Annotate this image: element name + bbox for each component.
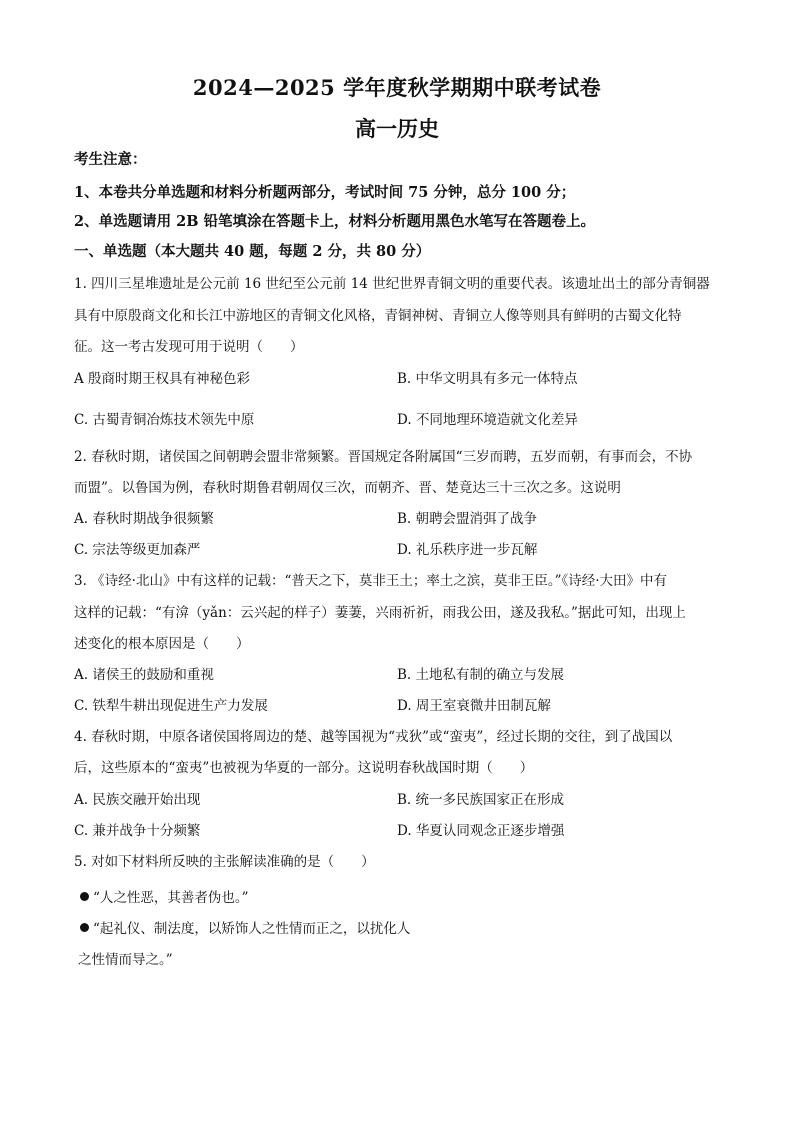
q5-line-1: 5. 对如下材料所反映的主张解读准确的是（ ） xyxy=(74,854,375,870)
q4-option-b: B. 统一多民族国家正在形成 xyxy=(397,792,565,808)
section-heading: 一、单选题（本大题共 40 题，每题 2 分，共 80 分） xyxy=(74,243,431,260)
q5-quote-1 xyxy=(80,888,249,908)
notice-item-1: 1、本卷共分单选题和材料分析题两部分，考试时间 75 分钟，总分 100 分； xyxy=(74,184,576,201)
q3-line-3: 述变化的根本原因是（ ） xyxy=(74,636,250,652)
q1-line-1: 1. 四川三星堆遗址是公元前 16 世纪至公元前 14 世纪世界青铜文明的重要代表。该遗址出土的部分青铜器 xyxy=(74,276,710,292)
q3-option-d: D. 周王室衰微井田制瓦解 xyxy=(397,698,551,714)
q4-line-1: 4. 春秋时期，中原各诸侯国将周边的楚、越等国视为“戎狄”或“蛮夷”，经过长期的交往，到了战国以 xyxy=(74,729,673,745)
q2-line-1: 2. 春秋时期，诸侯国之间朝聘会盟非常频繁。晋国规定各附属国“三岁而聘，五岁而朝，有事而会，不协 xyxy=(74,449,693,465)
exam-subject: 高一历史 xyxy=(355,116,439,141)
q2-option-c: C. 宗法等级更加森严 xyxy=(74,542,201,558)
q1-line-3: 征。这一考古发现可用于说明（ ） xyxy=(74,339,304,355)
q1-option-b: B. 中华文明具有多元一体特点 xyxy=(397,371,578,387)
q5-quote-2-cont: 之性情而导之。” xyxy=(78,952,173,968)
q5-quote-1-text: “人之性恶，其善者伪也。” xyxy=(93,890,249,906)
q4-line-2: 后，这些原本的“蛮夷”也被视为华夏的一部分。这说明春秋战国时期（ ） xyxy=(74,760,534,776)
notice-item-2: 2、单选题请用 2B 铅笔填涂在答题卡上，材料分析题用黑色水笔写在答题卷上。 xyxy=(74,213,596,230)
q4-option-c: C. 兼并战争十分频繁 xyxy=(74,823,201,839)
q4-option-d: D. 华夏认同观念正逐步增强 xyxy=(397,823,565,839)
q3-option-b: B. 土地私有制的确立与发展 xyxy=(397,667,565,683)
q3-option-a: A. 诸侯王的鼓励和重视 xyxy=(74,667,214,683)
q3-option-c: C. 铁犁牛耕出现促进生产力发展 xyxy=(74,698,268,714)
q5-quote-2-text: “起礼仪、制法度，以矫饰人之性情而正之，以扰化人 xyxy=(93,921,411,937)
q2-option-d: D. 礼乐秩序进一步瓦解 xyxy=(397,542,538,558)
bullet-icon xyxy=(80,892,89,901)
q2-line-2: 而盟”。以鲁国为例，春秋时期鲁君朝周仅三次，而朝齐、晋、楚竟达三十三次之多。这说明 xyxy=(74,480,621,496)
q1-line-2: 具有中原殷商文化和长江中游地区的青铜文化风格，青铜神树、青铜立人像等则具有鲜明的古蜀文化特 xyxy=(74,308,682,324)
q2-option-a: A. 春秋时期战争很频繁 xyxy=(74,511,214,527)
bullet-icon xyxy=(80,923,89,932)
q1-option-c: C. 古蜀青铜冶炼技术领先中原 xyxy=(74,412,255,428)
q5-quote-2 xyxy=(80,919,410,939)
q1-option-a: A 殷商时期王权具有神秘色彩 xyxy=(74,371,251,387)
q4-option-a: A. 民族交融开始出现 xyxy=(74,792,201,808)
q3-line-2: 这样的记载：“有渰（yǎn：云兴起的样子）萋萋，兴雨祈祈，雨我公田，遂及我私。”据此可知，出现上 xyxy=(74,605,686,621)
exam-title: 2024—2025 学年度秋学期期中联考试卷 xyxy=(192,75,602,100)
q3-line-1: 3. 《诗经·北山》中有这样的记载：“普天之下，莫非王土；率土之滨，莫非王臣。”《诗经·大田》中有 xyxy=(74,573,668,589)
q2-option-b: B. 朝聘会盟消弭了战争 xyxy=(397,511,538,527)
q1-option-d: D. 不同地理环境造就文化差异 xyxy=(397,412,578,428)
notice-heading: 考生注意： xyxy=(74,151,147,168)
